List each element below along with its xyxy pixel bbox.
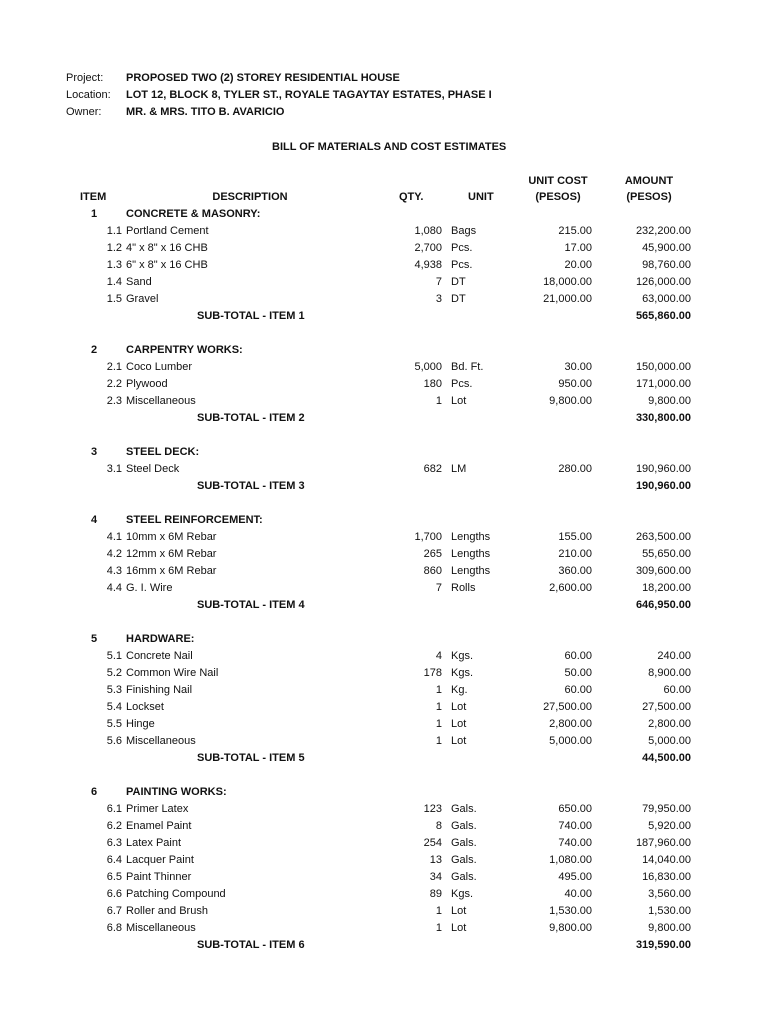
item-unit-cost: 21,000.00 — [543, 293, 592, 305]
section-heading — [0, 444, 768, 461]
item-number: 2.1 — [106, 361, 122, 373]
item-amount: 98,760.00 — [642, 259, 691, 271]
item-quantity: 13 — [429, 854, 442, 866]
item-number: 1.5 — [106, 293, 122, 305]
item-amount: 263,500.00 — [635, 531, 691, 543]
item-amount: 150,000.00 — [635, 361, 691, 373]
item-number: 1.1 — [106, 225, 122, 237]
item-quantity: 265 — [423, 548, 442, 560]
item-amount: 3,560.00 — [648, 888, 691, 900]
section-title: PAINTING WORKS: — [126, 786, 227, 798]
table-row — [0, 461, 768, 478]
item-amount: 187,960.00 — [635, 837, 691, 849]
item-number: 4.4 — [106, 582, 122, 594]
col-header-unit: UNIT — [468, 191, 494, 203]
item-unit: Lot — [451, 735, 467, 747]
item-unit: Bags — [451, 225, 477, 237]
section-title: STEEL REINFORCEMENT: — [126, 514, 263, 526]
item-unit: LM — [451, 463, 467, 475]
item-unit-cost: 60.00 — [564, 684, 592, 696]
item-quantity: 1,080 — [414, 225, 442, 237]
item-unit: Lot — [451, 905, 467, 917]
item-description: Latex Paint — [126, 837, 182, 849]
table-row — [0, 274, 768, 291]
table-row — [0, 240, 768, 257]
table-row — [0, 393, 768, 410]
col-header-item: ITEM — [80, 191, 107, 203]
item-amount: 79,950.00 — [642, 803, 691, 815]
item-amount: 232,200.00 — [635, 225, 691, 237]
item-unit-cost: 40.00 — [564, 888, 592, 900]
item-description: Paint Thinner — [126, 871, 192, 883]
subtotal-label: SUB-TOTAL - ITEM 2 — [197, 412, 305, 424]
item-description: Miscellaneous — [126, 735, 196, 747]
col-header-amount: AMOUNT — [624, 175, 674, 187]
item-unit-cost: 9,800.00 — [549, 395, 592, 407]
item-amount: 55,650.00 — [642, 548, 691, 560]
item-description: Hinge — [126, 718, 155, 730]
item-amount: 9,800.00 — [648, 395, 691, 407]
item-number: 5.2 — [106, 667, 122, 679]
item-amount: 45,900.00 — [642, 242, 691, 254]
item-description: Patching Compound — [126, 888, 226, 900]
section-number: 6 — [90, 786, 98, 798]
item-number: 1.2 — [106, 242, 122, 254]
table-row — [0, 869, 768, 886]
subtotal-amount: 44,500.00 — [642, 752, 691, 764]
item-unit: Bd. Ft. — [451, 361, 484, 373]
item-description: Primer Latex — [126, 803, 189, 815]
item-unit: Lengths — [451, 531, 491, 543]
item-amount: 126,000.00 — [635, 276, 691, 288]
item-unit-cost: 5,000.00 — [549, 735, 592, 747]
item-number: 6.2 — [106, 820, 122, 832]
item-amount: 9,800.00 — [648, 922, 691, 934]
item-unit: Pcs. — [451, 378, 473, 390]
item-description: Concrete Nail — [126, 650, 193, 662]
item-quantity: 5,000 — [414, 361, 442, 373]
item-unit: Gals. — [451, 871, 477, 883]
item-quantity: 1,700 — [414, 531, 442, 543]
item-description: Enamel Paint — [126, 820, 192, 832]
item-unit: Gals. — [451, 837, 477, 849]
item-number: 5.3 — [106, 684, 122, 696]
item-description: Gravel — [126, 293, 159, 305]
item-quantity: 34 — [429, 871, 442, 883]
item-description: Finishing Nail — [126, 684, 193, 696]
document-title: BILL OF MATERIALS AND COST ESTIMATES — [272, 141, 507, 153]
item-unit: DT — [451, 293, 466, 305]
table-row — [0, 546, 768, 563]
subtotal-amount: 330,800.00 — [635, 412, 691, 424]
item-unit-cost: 495.00 — [558, 871, 592, 883]
item-amount: 240.00 — [657, 650, 691, 662]
subtotal-amount: 565,860.00 — [635, 310, 691, 322]
section-number: 4 — [90, 514, 98, 526]
item-quantity: 2,700 — [414, 242, 442, 254]
item-unit-cost: 9,800.00 — [549, 922, 592, 934]
item-unit: Gals. — [451, 803, 477, 815]
table-row — [0, 529, 768, 546]
item-unit: Lengths — [451, 565, 491, 577]
item-unit: Lengths — [451, 548, 491, 560]
item-amount: 63,000.00 — [642, 293, 691, 305]
table-row — [0, 699, 768, 716]
table-row — [0, 563, 768, 580]
item-unit-cost: 215.00 — [558, 225, 592, 237]
item-quantity: 123 — [423, 803, 442, 815]
item-description: Roller and Brush — [126, 905, 208, 917]
item-number: 1.4 — [106, 276, 122, 288]
owner-label: Owner: — [66, 106, 102, 118]
item-description: Lockset — [126, 701, 164, 713]
section-heading — [0, 342, 768, 359]
project-value: PROPOSED TWO (2) STOREY RESIDENTIAL HOUSE — [126, 72, 400, 84]
item-description: Steel Deck — [126, 463, 180, 475]
item-amount: 190,960.00 — [635, 463, 691, 475]
item-description: 10mm x 6M Rebar — [126, 531, 217, 543]
table-row — [0, 801, 768, 818]
table-row — [0, 665, 768, 682]
table-row — [0, 223, 768, 240]
subtotal-amount: 190,960.00 — [635, 480, 691, 492]
item-unit: Kgs. — [451, 888, 474, 900]
subtotal-label: SUB-TOTAL - ITEM 1 — [197, 310, 305, 322]
table-row — [0, 257, 768, 274]
item-unit: Kg. — [451, 684, 468, 696]
item-amount: 27,500.00 — [642, 701, 691, 713]
item-amount: 2,800.00 — [648, 718, 691, 730]
item-unit: Kgs. — [451, 667, 474, 679]
item-quantity: 1 — [435, 905, 442, 917]
item-description: 4" x 8" x 16 CHB — [126, 242, 208, 254]
item-description: Sand — [126, 276, 152, 288]
item-amount: 60.00 — [663, 684, 691, 696]
item-amount: 8,900.00 — [648, 667, 691, 679]
item-unit-cost: 20.00 — [564, 259, 592, 271]
item-unit: Gals. — [451, 820, 477, 832]
subtotal-row — [0, 750, 768, 767]
item-unit: Pcs. — [451, 242, 473, 254]
section-heading — [0, 206, 768, 223]
item-description: Plywood — [126, 378, 168, 390]
item-number: 6.8 — [106, 922, 122, 934]
item-amount: 1,530.00 — [648, 905, 691, 917]
item-quantity: 178 — [423, 667, 442, 679]
section-number: 1 — [90, 208, 98, 220]
item-unit-cost: 30.00 — [564, 361, 592, 373]
table-row — [0, 291, 768, 308]
owner-value: MR. & MRS. TITO B. AVARICIO — [126, 106, 285, 118]
table-row — [0, 359, 768, 376]
item-quantity: 7 — [435, 276, 442, 288]
subtotal-row — [0, 410, 768, 427]
item-number: 4.1 — [106, 531, 122, 543]
item-unit: Lot — [451, 701, 467, 713]
item-description: Lacquer Paint — [126, 854, 194, 866]
item-description: Portland Cement — [126, 225, 209, 237]
location-label: Location: — [66, 89, 111, 101]
item-unit: Rolls — [451, 582, 476, 594]
item-description: 6" x 8" x 16 CHB — [126, 259, 208, 271]
item-quantity: 254 — [423, 837, 442, 849]
item-quantity: 4,938 — [414, 259, 442, 271]
item-unit: Lot — [451, 395, 467, 407]
item-number: 5.6 — [106, 735, 122, 747]
subtotal-amount: 646,950.00 — [635, 599, 691, 611]
item-unit-cost: 2,600.00 — [549, 582, 592, 594]
item-amount: 14,040.00 — [642, 854, 691, 866]
item-quantity: 1 — [435, 735, 442, 747]
col-header-unit-cost: UNIT COST — [528, 175, 588, 187]
table-row — [0, 818, 768, 835]
item-quantity: 1 — [435, 922, 442, 934]
item-unit-cost: 1,530.00 — [549, 905, 592, 917]
item-unit-cost: 650.00 — [558, 803, 592, 815]
item-number: 1.3 — [106, 259, 122, 271]
item-quantity: 1 — [435, 395, 442, 407]
item-unit-cost: 155.00 — [558, 531, 592, 543]
item-number: 6.1 — [106, 803, 122, 815]
section-number: 5 — [90, 633, 98, 645]
item-unit-cost: 17.00 — [564, 242, 592, 254]
section-title: CARPENTRY WORKS: — [126, 344, 243, 356]
item-number: 3.1 — [106, 463, 122, 475]
section-heading — [0, 784, 768, 801]
item-unit: Lot — [451, 718, 467, 730]
location-value: LOT 12, BLOCK 8, TYLER ST., ROYALE TAGAYTAY ESTATES, PHASE I — [126, 89, 492, 101]
item-quantity: 89 — [429, 888, 442, 900]
item-unit-cost: 210.00 — [558, 548, 592, 560]
item-number: 6.7 — [106, 905, 122, 917]
table-row — [0, 835, 768, 852]
item-unit-cost: 280.00 — [558, 463, 592, 475]
item-number: 4.2 — [106, 548, 122, 560]
subtotal-label: SUB-TOTAL - ITEM 3 — [197, 480, 305, 492]
item-number: 6.4 — [106, 854, 122, 866]
section-number: 2 — [90, 344, 98, 356]
item-description: Common Wire Nail — [126, 667, 219, 679]
item-quantity: 1 — [435, 701, 442, 713]
item-unit-cost: 740.00 — [558, 820, 592, 832]
item-unit: Pcs. — [451, 259, 473, 271]
item-description: Miscellaneous — [126, 395, 196, 407]
item-unit: DT — [451, 276, 466, 288]
item-amount: 18,200.00 — [642, 582, 691, 594]
item-description: 16mm x 6M Rebar — [126, 565, 217, 577]
item-quantity: 1 — [435, 718, 442, 730]
item-quantity: 3 — [435, 293, 442, 305]
col-header-amount-currency: (PESOS) — [626, 191, 672, 203]
table-row — [0, 920, 768, 937]
item-number: 5.4 — [106, 701, 122, 713]
item-amount: 5,920.00 — [648, 820, 691, 832]
item-number: 2.3 — [106, 395, 122, 407]
col-header-qty: QTY. — [399, 191, 424, 203]
subtotal-amount: 319,590.00 — [635, 939, 691, 951]
item-unit: Lot — [451, 922, 467, 934]
section-title: STEEL DECK: — [126, 446, 200, 458]
item-number: 6.5 — [106, 871, 122, 883]
item-unit-cost: 950.00 — [558, 378, 592, 390]
item-number: 5.1 — [106, 650, 122, 662]
subtotal-row — [0, 478, 768, 495]
section-number: 3 — [90, 446, 98, 458]
item-description: 12mm x 6M Rebar — [126, 548, 217, 560]
item-unit: Gals. — [451, 854, 477, 866]
item-unit-cost: 50.00 — [564, 667, 592, 679]
table-row — [0, 648, 768, 665]
col-header-description: DESCRIPTION — [212, 191, 288, 203]
table-row — [0, 580, 768, 597]
item-unit-cost: 740.00 — [558, 837, 592, 849]
table-row — [0, 682, 768, 699]
item-amount: 5,000.00 — [648, 735, 691, 747]
subtotal-label: SUB-TOTAL - ITEM 5 — [197, 752, 305, 764]
item-unit: Kgs. — [451, 650, 474, 662]
subtotal-label: SUB-TOTAL - ITEM 4 — [197, 599, 305, 611]
project-label: Project: — [66, 72, 104, 84]
item-number: 5.5 — [106, 718, 122, 730]
col-header-unit-cost-currency: (PESOS) — [535, 191, 581, 203]
table-row — [0, 376, 768, 393]
item-number: 2.2 — [106, 378, 122, 390]
item-unit-cost: 60.00 — [564, 650, 592, 662]
item-amount: 16,830.00 — [642, 871, 691, 883]
item-number: 6.3 — [106, 837, 122, 849]
item-unit-cost: 18,000.00 — [543, 276, 592, 288]
subtotal-row — [0, 308, 768, 325]
table-row — [0, 886, 768, 903]
item-description: Miscellaneous — [126, 922, 196, 934]
item-number: 6.6 — [106, 888, 122, 900]
item-amount: 309,600.00 — [635, 565, 691, 577]
item-quantity: 4 — [435, 650, 442, 662]
item-quantity: 682 — [423, 463, 442, 475]
table-row — [0, 852, 768, 869]
table-row — [0, 716, 768, 733]
item-number: 4.3 — [106, 565, 122, 577]
item-description: Coco Lumber — [126, 361, 193, 373]
section-title: CONCRETE & MASONRY: — [126, 208, 261, 220]
item-quantity: 7 — [435, 582, 442, 594]
section-title: HARDWARE: — [126, 633, 195, 645]
subtotal-row — [0, 597, 768, 614]
subtotal-row — [0, 937, 768, 954]
subtotal-label: SUB-TOTAL - ITEM 6 — [197, 939, 305, 951]
item-quantity: 860 — [423, 565, 442, 577]
section-heading — [0, 631, 768, 648]
section-heading — [0, 512, 768, 529]
table-row — [0, 733, 768, 750]
item-quantity: 1 — [435, 684, 442, 696]
item-description: G. I. Wire — [126, 582, 173, 594]
item-quantity: 8 — [435, 820, 442, 832]
item-unit-cost: 360.00 — [558, 565, 592, 577]
item-unit-cost: 2,800.00 — [549, 718, 592, 730]
item-quantity: 180 — [423, 378, 442, 390]
item-unit-cost: 1,080.00 — [549, 854, 592, 866]
table-row — [0, 903, 768, 920]
item-amount: 171,000.00 — [635, 378, 691, 390]
item-unit-cost: 27,500.00 — [543, 701, 592, 713]
